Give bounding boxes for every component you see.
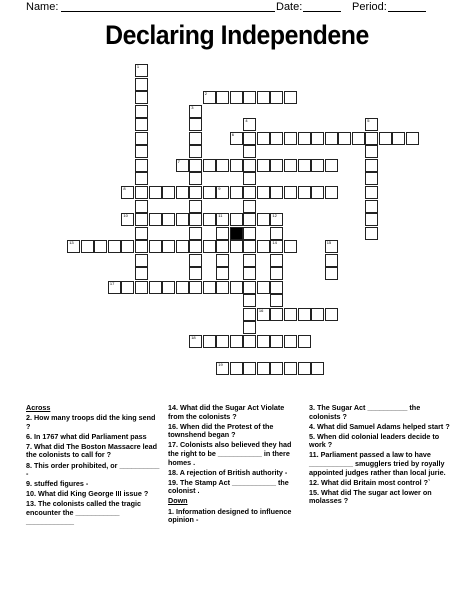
grid-cell[interactable]	[189, 145, 202, 158]
grid-cell[interactable]	[189, 132, 202, 145]
grid-cell[interactable]	[230, 186, 243, 199]
grid-cell[interactable]	[284, 362, 297, 375]
grid-cell[interactable]	[284, 308, 297, 321]
grid-cell[interactable]	[270, 227, 283, 240]
clue-number: 15	[326, 240, 332, 246]
grid-cell[interactable]	[203, 281, 216, 294]
grid-cell[interactable]	[135, 186, 148, 199]
grid-cell[interactable]	[243, 145, 256, 158]
grid-cell[interactable]	[243, 186, 256, 199]
grid-cell[interactable]	[230, 132, 243, 145]
grid-cell[interactable]	[162, 213, 175, 226]
grid-cell[interactable]	[243, 118, 256, 131]
clue-number: 11	[218, 213, 223, 219]
grid-cell[interactable]	[365, 200, 378, 213]
grid-cell[interactable]	[243, 281, 256, 294]
clue: 6. In 1767 what did Parliament pass	[26, 431, 147, 441]
clue: 17. Colonists also believed they had the right to be ___________ in there homes .	[168, 440, 292, 467]
across-heading: Across	[26, 403, 51, 412]
grid-cell[interactable]	[365, 227, 378, 240]
grid-cell[interactable]	[311, 159, 324, 172]
grid-cell[interactable]	[298, 335, 311, 348]
clue-number: 3	[191, 104, 194, 110]
clue-number: 17	[109, 280, 115, 286]
grid-cell[interactable]	[270, 240, 283, 253]
grid-cell[interactable]	[216, 227, 229, 240]
grid-cell[interactable]	[325, 254, 338, 267]
grid-cell[interactable]	[284, 91, 297, 104]
grid-cell[interactable]	[325, 267, 338, 280]
grid-cell[interactable]	[243, 267, 256, 280]
grid-cell[interactable]	[189, 105, 202, 118]
grid-cell[interactable]	[325, 308, 338, 321]
grid-cell[interactable]	[270, 91, 283, 104]
grid-cell[interactable]	[189, 335, 202, 348]
grid-cell[interactable]	[135, 159, 148, 172]
grid-cell[interactable]	[270, 132, 283, 145]
grid-cell[interactable]	[257, 159, 270, 172]
grid-cell[interactable]	[352, 132, 365, 145]
clue: 14. What did the Sugar Act Violate from the colonists ?	[168, 403, 285, 421]
grid-cell[interactable]	[149, 240, 162, 253]
grid-cell[interactable]	[176, 240, 189, 253]
clue-number: 16	[258, 307, 264, 313]
grid-cell[interactable]	[257, 213, 270, 226]
grid-cell[interactable]	[365, 145, 378, 158]
grid-cell[interactable]	[216, 281, 229, 294]
grid-cell[interactable]	[365, 132, 378, 145]
grid-cell[interactable]	[243, 172, 256, 185]
grid-cell[interactable]	[325, 159, 338, 172]
clue-number: 14	[272, 240, 277, 246]
clue: 18. A rejection of British authority -	[168, 467, 288, 477]
grid-cell[interactable]	[189, 227, 202, 240]
grid-cell[interactable]	[149, 186, 162, 199]
grid-cell[interactable]	[149, 213, 162, 226]
grid-cell[interactable]	[298, 186, 311, 199]
grid-cell[interactable]	[216, 213, 229, 226]
grid-cell[interactable]	[162, 186, 175, 199]
grid-cell[interactable]	[230, 335, 243, 348]
grid-cell[interactable]	[203, 240, 216, 253]
grid-cell[interactable]	[94, 240, 107, 253]
grid-cell[interactable]	[108, 281, 121, 294]
clue: 9. stuffed figures -	[26, 479, 89, 489]
grid-cell[interactable]	[243, 294, 256, 307]
grid-cell[interactable]	[257, 132, 270, 145]
grid-cell[interactable]	[121, 281, 134, 294]
grid-cell[interactable]	[392, 132, 405, 145]
grid-cell[interactable]	[189, 267, 202, 280]
clue-number: 12	[272, 213, 277, 219]
clue: 10. What did King George III issue ?	[26, 489, 149, 499]
grid-cell[interactable]	[176, 213, 189, 226]
grid-cell[interactable]	[270, 362, 283, 375]
grid-cell[interactable]	[365, 172, 378, 185]
grid-cell[interactable]	[135, 227, 148, 240]
clue-number: 9	[218, 185, 221, 191]
clue: 16. When did the Protest of the townshend began ?	[168, 421, 274, 440]
grid-cell[interactable]	[189, 172, 202, 185]
grid-cell[interactable]	[325, 132, 338, 145]
grid-cell[interactable]	[257, 281, 270, 294]
grid-cell[interactable]	[135, 145, 148, 158]
grid-cell[interactable]	[203, 186, 216, 199]
page-title: Declaring Independene	[105, 20, 369, 50]
clues-column-2	[168, 404, 300, 526]
grid-cell[interactable]	[189, 213, 202, 226]
grid-cell[interactable]	[270, 254, 283, 267]
grid-cell[interactable]	[406, 132, 419, 145]
down-heading: Down	[168, 496, 188, 506]
grid-cell[interactable]	[189, 281, 202, 294]
grid-cell[interactable]	[135, 254, 148, 267]
grid-cell[interactable]	[135, 132, 148, 145]
grid-cell[interactable]	[135, 64, 148, 77]
grid-cell[interactable]	[203, 213, 216, 226]
grid-cell[interactable]	[311, 132, 324, 145]
clue-number: 19	[218, 362, 223, 368]
grid-cell[interactable]	[230, 159, 243, 172]
clues-column-3	[309, 404, 451, 508]
grid-cell[interactable]	[135, 267, 148, 280]
grid-cell[interactable]	[270, 159, 283, 172]
clue: 5. When did colonial leaders decide to work ?	[309, 431, 440, 450]
grid-cell[interactable]	[243, 362, 256, 375]
grid-cell[interactable]	[284, 186, 297, 199]
clue-number: 5	[367, 118, 370, 124]
grid-cell[interactable]	[338, 132, 351, 145]
grid-cell[interactable]	[135, 78, 148, 91]
grid-cell[interactable]	[135, 213, 148, 226]
grid-cell[interactable]	[270, 308, 283, 321]
grid-cell[interactable]	[176, 159, 189, 172]
grid-cell[interactable]	[365, 213, 378, 226]
grid-cell[interactable]	[298, 308, 311, 321]
grid-cell[interactable]	[270, 281, 283, 294]
grid-cell[interactable]	[243, 159, 256, 172]
clue-number: 1	[136, 64, 140, 69]
grid-cell[interactable]	[243, 335, 256, 348]
clue-number: 18	[191, 335, 196, 340]
grid-cell[interactable]	[216, 240, 229, 253]
clues-column-1	[26, 404, 161, 528]
grid-cell[interactable]	[216, 254, 229, 267]
grid-cell[interactable]	[230, 362, 243, 375]
grid-cell[interactable]	[284, 335, 297, 348]
date-label: Date:	[276, 1, 303, 13]
grid-cell[interactable]	[203, 335, 216, 348]
grid-cell[interactable]	[176, 281, 189, 294]
grid-cell[interactable]	[243, 308, 256, 321]
clue: 11. Parliament passed a law to have ___________ smugglers tried by royally appointed judges rather than local jurie.	[309, 450, 446, 477]
grid-cell[interactable]	[270, 335, 283, 348]
grid-cell[interactable]	[284, 159, 297, 172]
grid-cell[interactable]	[257, 186, 270, 199]
clue: 8. This order prohibited, or __________ -	[26, 460, 160, 479]
grid-cell[interactable]	[135, 118, 148, 131]
grid-cell[interactable]	[298, 132, 311, 145]
grid-cell[interactable]	[176, 186, 189, 199]
clue-number: 7	[177, 158, 180, 164]
clue-number: 6	[231, 131, 235, 137]
grid-cell[interactable]	[108, 240, 121, 253]
name-label: Name:	[26, 1, 59, 13]
clue: 3. The Sugar Act __________ the colonists ?	[309, 403, 421, 421]
grid-cell[interactable]	[216, 186, 229, 199]
grid-cell[interactable]	[67, 240, 80, 253]
grid-cell[interactable]	[121, 213, 134, 226]
grid-cell[interactable]	[162, 240, 175, 253]
grid-cell[interactable]	[365, 118, 378, 131]
grid-cell[interactable]	[203, 91, 216, 104]
grid-cell[interactable]	[135, 172, 148, 185]
grid-cell[interactable]	[270, 294, 283, 307]
grid-cell[interactable]	[325, 186, 338, 199]
clue: 2. How many troops did the king send ?	[26, 413, 156, 431]
clue-number: 10	[123, 213, 128, 219]
grid-cell[interactable]	[298, 159, 311, 172]
grid-cell[interactable]	[230, 281, 243, 294]
grid-cell[interactable]	[121, 186, 134, 199]
grid-cell[interactable]	[189, 240, 202, 253]
clue: 7. What did The Boston Massacre lead the colonists to call for ?	[26, 441, 157, 460]
grid-cell[interactable]	[379, 132, 392, 145]
grid-cell[interactable]	[216, 159, 229, 172]
black-square	[230, 227, 243, 240]
grid-cell[interactable]	[203, 159, 216, 172]
grid-cell[interactable]	[230, 240, 243, 253]
grid-cell[interactable]	[81, 240, 94, 253]
grid-cell[interactable]	[135, 240, 148, 253]
grid-cell[interactable]	[243, 254, 256, 267]
period-label: Period:	[352, 1, 387, 13]
clue: 19. The Stamp Act ___________ the colonist .	[168, 477, 289, 496]
grid-cell[interactable]	[257, 240, 270, 253]
clue-number: 8	[123, 185, 126, 191]
clue-number: 13	[69, 240, 74, 246]
grid-cell[interactable]	[216, 362, 229, 375]
grid-cell[interactable]	[243, 227, 256, 240]
grid-cell[interactable]	[311, 308, 324, 321]
grid-cell[interactable]	[135, 281, 148, 294]
grid-cell[interactable]	[270, 267, 283, 280]
clue: 15. What did The sugar act lower on molasses ?	[309, 487, 432, 506]
grid-cell[interactable]	[311, 186, 324, 199]
grid-cell[interactable]	[325, 240, 338, 253]
clue-number: 4	[245, 118, 248, 124]
grid-cell[interactable]	[257, 335, 270, 348]
grid-cell[interactable]	[189, 200, 202, 213]
clue-number: 2	[204, 91, 207, 97]
grid-cell[interactable]	[216, 267, 229, 280]
grid-cell[interactable]	[189, 159, 202, 172]
grid-cell[interactable]	[189, 186, 202, 199]
grid-cell[interactable]	[311, 362, 324, 375]
grid-cell[interactable]	[189, 118, 202, 131]
grid-cell[interactable]	[243, 132, 256, 145]
grid-cell[interactable]	[216, 335, 229, 348]
grid-cell[interactable]	[121, 240, 134, 253]
clue: 4. What did Samuel Adams helped start ?	[309, 421, 450, 431]
grid-cell[interactable]	[243, 213, 256, 226]
grid-cell[interactable]	[298, 362, 311, 375]
grid-cell[interactable]	[135, 105, 148, 118]
grid-cell[interactable]	[149, 281, 162, 294]
grid-cell[interactable]	[189, 254, 202, 267]
clue: 13. The colonists called the tragic encounter the ___________ ____________	[26, 499, 142, 526]
grid-cell[interactable]	[270, 213, 283, 226]
grid-cell[interactable]	[243, 91, 256, 104]
grid-cell[interactable]	[284, 240, 297, 253]
grid-cell[interactable]	[135, 91, 148, 104]
grid-cell[interactable]	[365, 186, 378, 199]
grid-cell[interactable]	[365, 159, 378, 172]
clue: 12. What did Britain most control ?`	[309, 477, 431, 487]
grid-cell[interactable]	[230, 91, 243, 104]
grid-cell[interactable]	[216, 91, 229, 104]
grid-cell[interactable]	[257, 308, 270, 321]
clue: 1. Information designed to influence opinion -	[168, 506, 292, 525]
grid-cell[interactable]	[270, 186, 283, 199]
grid-cell[interactable]	[284, 132, 297, 145]
grid-cell[interactable]	[230, 213, 243, 226]
grid-cell[interactable]	[243, 200, 256, 213]
grid-cell[interactable]	[257, 91, 270, 104]
grid-cell[interactable]	[135, 200, 148, 213]
grid-cell[interactable]	[257, 362, 270, 375]
grid-cell[interactable]	[162, 281, 175, 294]
grid-cell[interactable]	[243, 240, 256, 253]
grid-cell[interactable]	[243, 321, 256, 334]
